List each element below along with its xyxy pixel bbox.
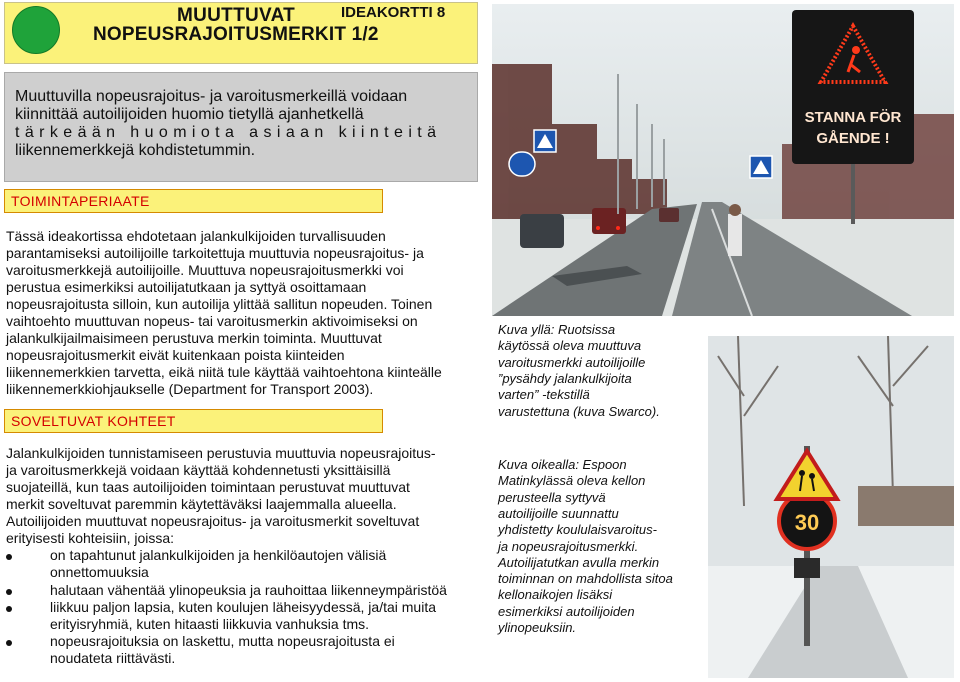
intro-line: liikennemerkkejä kohdistetummin. [15, 142, 256, 159]
bullet-text: erityisryhmiä, kuten hitaasti liikkuvia vanhuksia tms. [50, 616, 370, 632]
green-circle-icon [12, 6, 60, 54]
caption-line: perusteella syttyvä [498, 489, 606, 505]
body-line: vaihtoehto muuttuvan nopeus- tai varoitusmerkin aktivoimiseksi on [6, 313, 418, 329]
body-line: nopeusrajoitusta silloin, kun autoilija ylittää sallitun nopeuden. Toinen [6, 296, 433, 312]
title-line-1: MUUTTUVAT [177, 5, 296, 26]
intro-line: Muuttuvilla nopeusrajoitus- ja varoitusmerkeillä voidaan [15, 88, 408, 105]
body-line: suojateillä, kun taas autoilijoiden toimintaan perustuvat muuttuvat [6, 479, 410, 495]
body-line: perustua esimerkiksi autoilijatutkaan ja syttyä osoittamaan [6, 279, 367, 295]
intro-line: tärkeään huomiota asiaan kiinteitä [15, 124, 442, 141]
caption-line: yhdistetty koululaisvaroitus- [498, 522, 657, 538]
caption-line: käytössä oleva muuttuva [498, 338, 642, 354]
photo-school-sign [708, 336, 954, 678]
section-heading-text: TOIMINTAPERIAATE [11, 193, 150, 209]
bullet-text: halutaan vähentää ylinopeuksia ja rauhoittaa liikenneympäristöä [50, 582, 447, 598]
caption-line: toiminnan on mahdollista sitoa [498, 571, 673, 587]
intro-line: kiinnittää autoilijoiden huomio tietyllä ajanhetkellä [15, 106, 364, 123]
caption-line: ”pysähdy jalankulkijoita [498, 370, 632, 386]
section-heading-principle [4, 189, 383, 213]
intro-box [4, 72, 478, 182]
title-line-2: NOPEUSRAJOITUSMERKIT 1/2 [93, 24, 379, 45]
body-line: Jalankulkijoiden tunnistamiseen perustuvia muuttuvia nopeusrajoitus- [6, 445, 436, 461]
photo-school-svg [708, 336, 954, 678]
body-line: merkit soveltuvat paremmin käytettäväksi laajemmalla alueella. [6, 496, 397, 512]
caption-line: esimerkiksi autoilijoiden [498, 603, 635, 619]
led-sign-text-1: STANNA FÖR [804, 109, 902, 126]
caption-line: Matinkylässä oleva kellon [498, 473, 646, 489]
body-line: Tässä ideakortissa ehdotetaan jalankulkijoiden turvallisuuden [6, 228, 386, 244]
body-line: erityisesti kohteisiin, joissa: [6, 530, 175, 546]
body-line: jalankulkijailmaisimeen perustuva merkin toiminta. Muuttuvat [6, 330, 382, 346]
section-heading-text: SOVELTUVAT KOHTEET [11, 413, 176, 429]
caption-line: Kuva yllä: Ruotsissa [498, 322, 616, 337]
caption-line: varten” -tekstillä [498, 387, 590, 403]
led-sign-text-2: GÅENDE ! [816, 130, 890, 147]
photo-road-svg [492, 4, 954, 316]
caption-line: Kuva oikealla: Espoon [498, 457, 627, 472]
caption-line: varustettuna (kuva Swarco). [498, 403, 660, 419]
body-line: nopeusrajoitusmerkit eivät kuitenkaan poista kiinteiden [6, 347, 345, 363]
caption-line: autoilijoille suunnattu [498, 505, 619, 521]
body-line: ja varoitusmerkkejä voidaan käyttää kohdennetusti yksittäisillä [6, 462, 391, 478]
caption-line: ja nopeusrajoitusmerkki. [498, 538, 639, 554]
bullet-text: noudateta riittävästi. [50, 650, 176, 666]
svg-text:30: 30 [794, 510, 820, 535]
body-line: liikennemerkkien tarvetta, eikä niitä tule käyttää vaihtoehtona kiinteälle [6, 364, 442, 380]
caption-line: ylinopeuksiin. [498, 620, 577, 635]
photo-road-led-sign [492, 4, 954, 316]
caption-line: Autoilijatutkan avulla merkin [498, 554, 660, 570]
body-line: Autoilijoiden muuttuvat nopeusrajoitus- ja varoitusmerkit soveltuvat [6, 513, 420, 529]
caption-line: kellonaikojen lisäksi [498, 587, 613, 603]
bullet-text: on tapahtunut jalankulkijoiden ja henkilöautojen välisiä [50, 547, 387, 563]
card-label: IDEAKORTTI 8 [341, 4, 446, 21]
bullet-text: onnettomuuksia [50, 564, 149, 580]
body-line: liikennemerkkiohjaukselle (Department for Transport 2003). [6, 381, 374, 397]
bullet-text: nopeusrajoituksia on laskettu, mutta nopeusrajoitusta ei [50, 633, 395, 649]
body-line: varoitusmerkkejä autoilijoille. Muuttuva nopeusrajoitusmerkki voi [6, 262, 404, 278]
bullet-text: liikkuu paljon lapsia, kuten koulujen läheisyydessä, ja/tai muita [50, 599, 436, 615]
caption-line: varoitusmerkki autoilijoille [498, 354, 646, 370]
body-line: parantamiseksi autoilijoille tarkoitettuja muuttuvia nopeusrajoitus- ja [6, 245, 424, 261]
